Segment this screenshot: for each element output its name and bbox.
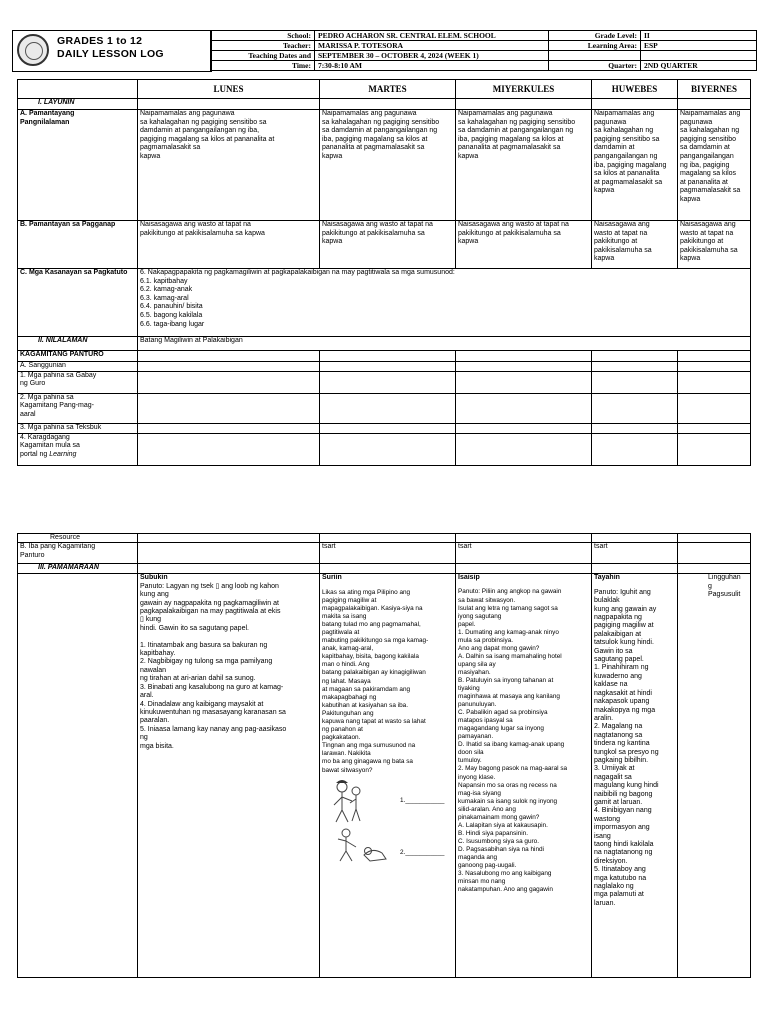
isaisip-title: Isaisip: [458, 574, 480, 582]
teacher-value: MARISSA P. TOTESORA: [315, 41, 549, 51]
ref-portal-row: [18, 433, 751, 465]
ref-portal-text: 4. Karagdagang Kagamitan mula sa portal ng: [20, 433, 80, 458]
blank-cell: [641, 51, 757, 61]
pamantayan-pagganap-label: B. Pamantayan sa Pagganap: [18, 221, 138, 269]
suriin-text: Likas sa ating mga Pilipino ang pagiging magiliw at mapagpalakaibigan. Kasiya-siya na makita sa isang batang tulad mo ang pagmamahal, pagtitiwala at mabuting pakikitungo sa mga kamag- anak, kamag-aral, kapitbahay, bisita, bagong kakilala man o hindi. Ang batang palakaibigan ay kinagigiliwan ng lahat. Masaya at magaan sa pakiramdam ang makapagbahagi ng kabutihan at kasiyahan sa iba. Pakitunguhan ang kapuwa nang tapat at wasto sa lahat ng panahon at pagkakataon. Tingnan ang mga sumusunod na larawan. Nakikita mo ba ang ginagawa ng bata sa bawat sitwasyon?: [322, 588, 429, 774]
grade-label: Grade Level:: [549, 31, 641, 41]
kagamitan-heading: KAGAMITANG PANTURO: [18, 351, 138, 362]
corner-cell: [18, 80, 138, 99]
iba-pang-kagamitan-label: B. Iba pang Kagamitang Panturo: [18, 543, 138, 564]
a-friday: Naipamamalas ang pagunawa sa kahalagahan ng pagiging sensitibo sa damdamin at pangangailangan ng iba, pagiging magalang sa kilos at pananalita at pagmamalasakit sa kapwa: [678, 110, 751, 221]
a-tuesday: Naipamamalas ang pagunawa sa kahalagahan ng pagiging sensitibo sa damdamin at pangangailangan ng iba, pagiging magalang sa kilos at pananalita at pagmamalasakit sa kapwa: [320, 110, 456, 221]
layunin-row: [18, 99, 751, 110]
day-header-wednesday: MIYERKULES: [456, 80, 592, 99]
b-monday: Naisasagawa ang wasto at tapat na pakikitungo at pakikisalamuha sa kapwa: [138, 221, 320, 269]
quarter-value: 2ND QUARTER: [641, 61, 757, 71]
deped-seal-icon: [17, 34, 49, 66]
ref-kagamitan-label: 2. Mga pahina sa Kagamitang Pang-mag- aaral: [18, 393, 138, 423]
resource-row: [18, 534, 751, 543]
a-wednesday: Naipamamalas ang pagunawa sa kahalagahan ng pagiging sensitibo sa damdamin at pangangailangan ng iba, pagiging magalang sa kilos at pananalita at pagmamalasakit sa kapwa: [456, 110, 592, 221]
pagsusulit-text: Lingguhan g Pagsusulit: [708, 574, 741, 599]
subukin-text: Panuto: Lagyan ng tsek ▯ ang loob ng kahon kung ang gawain ay nagpapakita ng pagkamagiliwin at pagkapalakaibigan na may pagtitiwala at ekis ▯ kung hindi. Gawin ito sa sagutang papel. 1. Itinatambak ang basura sa bakuran ng kapitbahay. 2. Nagbibigay ng tulong sa mga pamilyang nawalan ng tirahan at ari-arian dahil sa sunog. 3. Binabati ang kasalubong na guro at kamag- aral. 4. Dinadalaw ang kaibigang maysakit at kinukuwentuhan ng masasayang karanasan sa paaralan. 5. Iniaasa lamang kay nanay ang pag-aasikaso ng mga bisita.: [140, 582, 287, 750]
suriin-illustrations: [322, 777, 453, 873]
pamantayan-pagganap-row: [18, 221, 751, 269]
nilalaman-row: [18, 337, 751, 351]
header-info-table: [210, 30, 757, 71]
tsart-wednesday: tsart: [456, 543, 592, 564]
kasanayan-text: 6. Nakapagpapakita ng pagkamagiliwin at pagkapalakaibigan na may pagtitiwala sa mga sumusunod: 6.1. kapitbahay 6.2. kamag-anak 6.3. kamag-aral 6.4. panauhin/ bisita 6.5. bagong kakilala 6.6. taga-ibang lugar: [138, 269, 751, 337]
procedure-row: [18, 574, 751, 978]
a-thursday: Naipamamalas ang pagunawa sa kahalagahan ng pagiging sensitibo sa damdamin at pangangailangan ng iba, pagiging magalang sa kilos at pananalita at pagmamalasakit sa kapwa: [592, 110, 678, 221]
time-label: Time:: [211, 61, 315, 71]
tayahin-title: Tayahin: [594, 574, 620, 582]
quarter-label: Quarter:: [549, 61, 641, 71]
doc-title-line2: DAILY LESSON LOG: [57, 48, 164, 60]
kasanayan-label: C. Mga Kasanayan sa Pagkatuto: [18, 269, 138, 337]
day-header-tuesday: MARTES: [320, 80, 456, 99]
school-label: School:: [211, 31, 315, 41]
title-block: [12, 30, 212, 72]
doc-title-line1: GRADES 1 to 12: [57, 35, 143, 47]
dates-value: SEPTEMBER 30 – OCTOBER 4, 2024 (WEEK 1): [315, 51, 549, 61]
b-thursday: Naisasagawa ang wasto at tapat na pakikitungo at pakikisalamuha sa kapwa: [592, 221, 678, 269]
school-value: PEDRO ACHARON SR. CENTRAL ELEM. SCHOOL: [315, 31, 549, 41]
pamantayang-pangnilalaman-row: [18, 110, 751, 221]
ref-teksbuk-row: [18, 423, 751, 433]
grade-value: II: [641, 31, 757, 41]
ref-kagamitan-row: [18, 393, 751, 423]
isaisip-text: Panuto: Piliin ang angkop na gawain sa bawat sitwasyon. Isulat ang letra ng tamang sagot sa iyong sagutang papel. 1. Dumating ang kamag-anak ninyo mula sa probinsiya. Ano ang dapat mong gawin? A. Dalhin sa isang mamahaling hotel upang sila ay masiyahan. B. Patuluyin sa inyong tahanan at tiyaking maginhawa at masaya ang kanilang panunuluyan. C. Pabalikin agad sa probinsiya matapos ipasyal sa magagandang lugar sa inyong pamayanan. D. Ihatid sa ibang kamag-anak upang doon sila tumuloy. 2. May bagong pasok na mag-aaral sa inyong klase. Napansin mo sa oras ng recess na mag-isa siyang kumakain sa isang sulok ng inyong silid-aralan. Ano ang pinakamainam mong gawin? A. Lalapitan siya at kakausapin. B. Hindi siya papansinin. C. Isusumbong siya sa guro. D. Pagsasabihan siya na hindi maganda ang ganoong pag-uugali. 3. Nasalubong mo ang kaibigang minsan mo nang nakatampuhan. Ano ang gagawin: [458, 588, 568, 894]
day-header-thursday: HUWEBES: [592, 80, 678, 99]
suriin-answer-line-2: 2.___________: [400, 848, 445, 856]
b-wednesday: Naisasagawa ang wasto at tapat na pakikitungo at pakikisalamuha sa kapwa: [456, 221, 592, 269]
pamantayang-pangnilalaman-label: A. Pamantayang Pangnilalaman: [18, 110, 138, 221]
tayahin-text: Panuto: Iguhit ang bulaklak kung ang gawain ay nagpapakita ng pagiging magiliw at palakaibigan at tatsulok kung hindi. Gawin ito sa sagutang papel. 1. Pinahihiram ng kuwaderno ang kaklase na nagkasakit at hindi nakapasok upang makakopya ng mga aralin. 2. Magalang na nagtatanong sa tindera ng kantina tungkol sa presyo ng pagkaing bibilhin. 3. Umiiyak at nagagalit sa magulang kung hindi naibibili ng bagong gamit at laruan. 4. Binibigyan nang wastong impormasyon ang isang taong hindi kakilala na nagtatanong ng direksiyon. 5. Itinataboy ang mga katutubo na naglalako ng mga palamuti at laruan.: [594, 588, 659, 907]
procedure-wednesday: [456, 574, 592, 978]
sanggunian-label: A. Sanggunian: [18, 362, 138, 372]
lesson-log-table-page1: [17, 79, 751, 466]
ref-portal-italic: Learning: [49, 450, 77, 458]
resource-label: Resource: [18, 534, 138, 543]
procedure-tuesday: [320, 574, 456, 978]
b-tuesday: Naisasagawa ang wasto at tapat na pakikitungo at pakikisalamuha sa kapwa: [320, 221, 456, 269]
teacher-label: Teacher:: [211, 41, 315, 51]
kasanayan-row: [18, 269, 751, 337]
tsart-thursday: tsart: [592, 543, 678, 564]
time-value: 7:30-8:10 AM: [315, 61, 549, 71]
suriin-title: Suriin: [322, 574, 342, 582]
lesson-log-table-page2: [17, 533, 751, 978]
ref-teksbuk-label: 3. Mga pahina sa Teksbuk: [18, 423, 138, 433]
procedure-thursday: [592, 574, 678, 978]
ref-portal-label: [18, 433, 138, 465]
ref-gabay-row: [18, 371, 751, 393]
pamamaraan-heading: III. PAMAMARAAN: [18, 564, 138, 574]
nilalaman-heading: II. NILALAMAN: [18, 337, 138, 351]
kagamitan-row: [18, 351, 751, 362]
tsart-tuesday: tsart: [320, 543, 456, 564]
b-friday: Naisasagawa ang wasto at tapat na pakikitungo at pakikisalamuha sa kapwa: [678, 221, 751, 269]
procedure-monday: [138, 574, 320, 978]
sanggunian-row: [18, 362, 751, 372]
blank-cell: [549, 51, 641, 61]
procedure-friday: [678, 574, 751, 978]
dates-label: Teaching Dates and: [211, 51, 315, 61]
pamamaraan-row: [18, 564, 751, 574]
layunin-heading: I. LAYUNIN: [18, 99, 138, 110]
subukin-title: Subukin: [140, 574, 168, 582]
children-illustration-icon: [322, 777, 398, 867]
day-header-row: [18, 80, 751, 99]
ref-gabay-label: 1. Mga pahina sa Gabay ng Guro: [18, 371, 138, 393]
nilalaman-text: Batang Magiliwin at Palakaibigan: [138, 337, 751, 351]
suriin-answer-line-1: 1.___________: [400, 796, 445, 804]
day-header-monday: LUNES: [138, 80, 320, 99]
day-header-friday: BIYERNES: [678, 80, 751, 99]
iba-pang-kagamitan-row: [18, 543, 751, 564]
area-label: Learning Area:: [549, 41, 641, 51]
a-monday: Naipamamalas ang pagunawa sa kahalagahan ng pagiging sensitibo sa damdamin at pangangailangan ng iba, pagiging magalang sa kilos at pananalita at pagmamalasakit sa kapwa: [138, 110, 320, 221]
area-value: ESP: [641, 41, 757, 51]
